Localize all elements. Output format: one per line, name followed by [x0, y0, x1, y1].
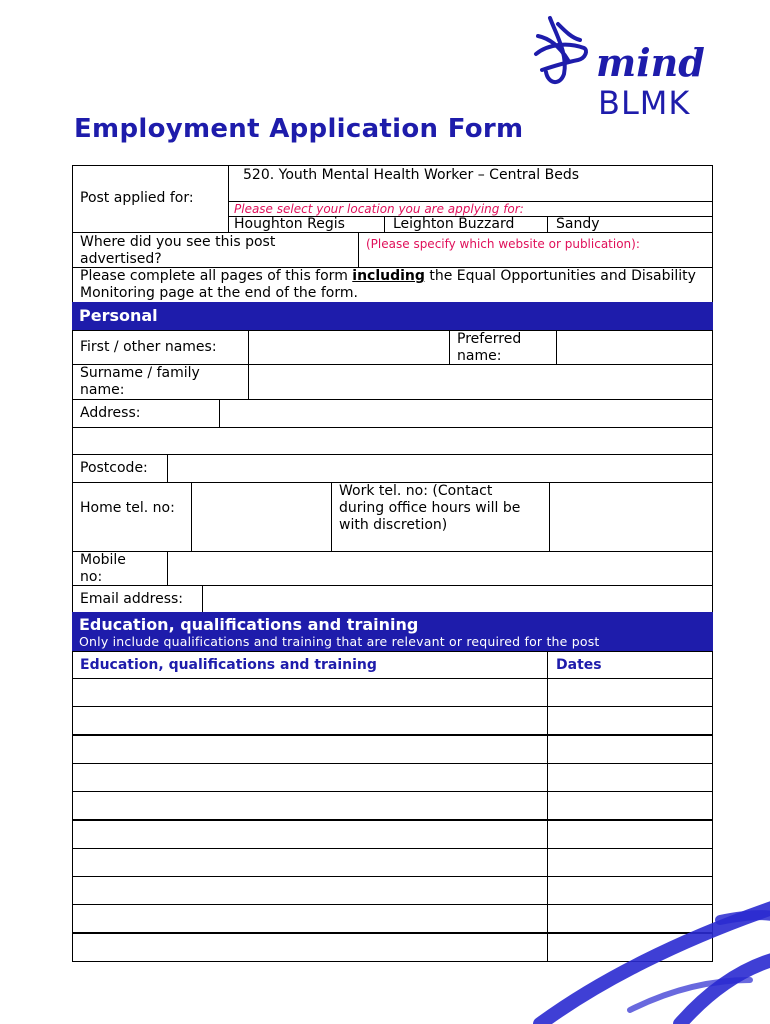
preferred-label-cell [449, 330, 557, 365]
email-label-cell [72, 585, 203, 613]
surname-input[interactable] [248, 364, 713, 400]
address-input-line-1[interactable] [219, 399, 713, 428]
note-text: Please complete all pages of this form [80, 268, 353, 284]
note-text: the Equal Opportunities and Disability Monitoring page at the end of the form. [80, 268, 696, 301]
postcode-label: Postcode: [80, 460, 148, 476]
location-option-houghton[interactable] [228, 216, 385, 233]
work-tel-label-cell [331, 482, 550, 552]
advert-label: Where did you see this post advertised? [80, 234, 276, 267]
mobile-label-cell [72, 551, 168, 586]
completion-note-text [80, 268, 700, 302]
location-option-leighton[interactable] [384, 216, 548, 233]
mobile-input[interactable] [167, 551, 713, 586]
mobile-label: Mobile no: [80, 552, 126, 585]
education-row-entry[interactable] [72, 848, 548, 877]
location-prompt-cell [228, 201, 713, 217]
education-col-label: Education, qualifications and training [80, 657, 377, 673]
education-row-entry[interactable] [72, 791, 548, 820]
email-input[interactable] [202, 585, 713, 613]
post-label-cell [72, 165, 229, 233]
completion-note [72, 267, 713, 303]
education-row-dates[interactable] [547, 735, 713, 764]
section-heading-education [72, 612, 713, 652]
location-option-label: Sandy [556, 216, 600, 232]
post-value: 520. Youth Mental Health Worker – Central Beds [243, 167, 580, 183]
first-names-input[interactable] [248, 330, 450, 365]
post-label: Post applied for: [80, 190, 194, 206]
first-names-label-cell [72, 330, 249, 365]
address-input-line-2[interactable] [72, 427, 713, 455]
education-row-entry[interactable] [72, 735, 548, 764]
note-bold: including [352, 268, 425, 284]
work-tel-input[interactable] [549, 482, 713, 552]
mind-logo [528, 14, 728, 124]
education-row-entry[interactable] [72, 678, 548, 707]
postcode-label-cell [72, 454, 168, 483]
post-value-field[interactable] [228, 165, 713, 202]
section-heading-personal: Personal [72, 302, 713, 331]
logo-sub: BLMK [598, 84, 691, 122]
advert-label-cell [72, 232, 359, 268]
education-row-dates[interactable] [547, 706, 713, 735]
mind-logo-mark [528, 14, 728, 89]
education-row-entry[interactable] [72, 876, 548, 905]
postcode-input[interactable] [167, 454, 713, 483]
location-option-label: Leighton Buzzard [393, 216, 515, 232]
education-row-dates[interactable] [547, 791, 713, 820]
location-prompt: Please select your location you are applying for: [234, 202, 524, 216]
first-names-label: First / other names: [80, 339, 217, 355]
education-col-header [72, 651, 548, 679]
preferred-label: Preferred name: [457, 331, 522, 364]
page-title: Employment Application Form [74, 114, 524, 144]
education-row-dates[interactable] [547, 678, 713, 707]
education-row-dates[interactable] [547, 820, 713, 849]
application-form [72, 165, 712, 961]
dates-col-header [547, 651, 713, 679]
education-row-entry[interactable] [72, 763, 548, 792]
education-row-entry[interactable] [72, 706, 548, 735]
decorative-swoosh [480, 880, 770, 1024]
home-tel-label-cell [72, 482, 192, 552]
education-row-dates[interactable] [547, 763, 713, 792]
home-tel-label: Home tel. no: [80, 500, 175, 516]
address-label-cell [72, 399, 220, 428]
address-label: Address: [80, 405, 141, 421]
location-option-sandy[interactable] [547, 216, 713, 233]
preferred-name-input[interactable] [556, 330, 713, 365]
logo-word: mind [596, 40, 705, 85]
work-tel-label: Work tel. no: (Contact during office hours will be with discretion) [339, 483, 521, 533]
surname-label: Surname / family name: [80, 365, 200, 398]
education-heading: Education, qualifications and training [79, 615, 419, 634]
education-row-entry[interactable] [72, 933, 548, 962]
education-row-entry[interactable] [72, 820, 548, 849]
advert-field[interactable] [358, 232, 713, 268]
advert-hint: (Please specify which website or publication): [366, 237, 640, 251]
dates-col-label: Dates [556, 657, 602, 673]
education-subheading: Only include qualifications and training that are relevant or required for the post [79, 634, 600, 649]
education-row-entry[interactable] [72, 904, 548, 933]
home-tel-input[interactable] [191, 482, 332, 552]
location-option-label: Houghton Regis [234, 216, 345, 232]
surname-label-cell [72, 364, 249, 400]
education-row-dates[interactable] [547, 848, 713, 877]
email-label: Email address: [80, 591, 184, 607]
